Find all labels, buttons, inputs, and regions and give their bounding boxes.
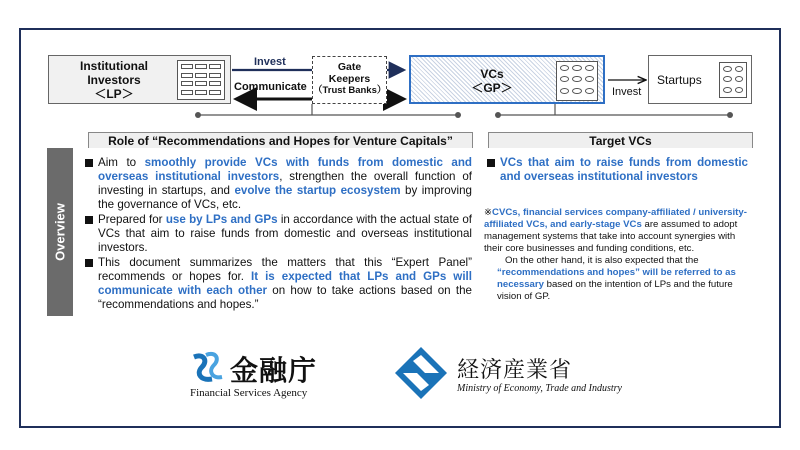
invest-label: Invest	[254, 56, 286, 68]
fsa-logo	[190, 347, 350, 403]
target-bullets	[486, 156, 748, 185]
meti-mark-icon	[395, 347, 447, 399]
role-bullet-1: Aim to smoothly provide VCs with funds from domestic and overseas institutional investors, strengthen the overall function of investing in startups, and evolve the startup ecosystem by improving the governance of VCs, etc.	[84, 156, 472, 212]
startups-box	[648, 55, 752, 104]
lp-line3: ＜LP＞	[94, 87, 134, 101]
lp-line2: Investors	[87, 73, 141, 87]
target-heading: Target VCs	[488, 132, 753, 150]
target-note-2: On the other hand, it is also expected that the “recommendations and hopes” will be referred to as necessary based on the intention of LPs and the future vision of GP.	[497, 255, 736, 302]
gatekeepers-line1: Gate	[337, 61, 362, 73]
role-bullet-3: This document summarizes the matters that this “Expert Panel” recommends or hopes for. It is expected that LPs and GPs will communicate with each other on how to take actions based on the “recommendations and hopes.”	[84, 256, 472, 312]
gp-line2: ＜GP＞	[471, 81, 513, 95]
gatekeepers-line3: （Trust Banks）	[313, 85, 387, 96]
invest-label-2: Invest	[612, 86, 642, 98]
startup-building-icon	[719, 62, 747, 98]
fsa-mark-icon	[190, 351, 226, 387]
overview-label: Overview	[52, 203, 68, 261]
fsa-kanji: 金融庁	[230, 355, 318, 386]
gatekeepers-line2: Keepers	[328, 73, 371, 85]
gp-box	[409, 55, 605, 104]
target-note	[484, 207, 752, 303]
startups-label: Startups	[657, 73, 702, 87]
vc-building-icon	[556, 61, 598, 101]
target-note-1: ※CVCs, financial services company-affiliated / university-affiliated VCs, and early-stage VCs are assumed to adopt management systems that take into account synergies with their core businesses and funding conditions, etc.	[484, 207, 747, 254]
lp-line1: Institutional	[80, 59, 148, 73]
meti-logo	[395, 347, 645, 403]
role-bullet-2: Prepared for use by LPs and GPs in accordance with the actual state of VCs that aim to raise funds from domestic and overseas institutional investors.	[84, 213, 472, 255]
role-bullets	[84, 156, 472, 313]
communicate-label: Communicate	[234, 81, 307, 93]
fsa-english: Financial Services Agency	[190, 387, 308, 399]
gatekeepers-box	[312, 56, 387, 104]
target-bullet-1: VCs that aim to raise funds from domestic and overseas institutional investors	[486, 156, 748, 184]
meti-english: Ministry of Economy, Trade and Industry	[457, 383, 622, 394]
meti-kanji: 経済産業省	[457, 357, 573, 382]
overview-tab	[47, 148, 73, 316]
gp-line1: VCs	[480, 67, 504, 81]
role-heading: Role of “Recommendations and Hopes for Venture Capitals”	[88, 132, 473, 150]
